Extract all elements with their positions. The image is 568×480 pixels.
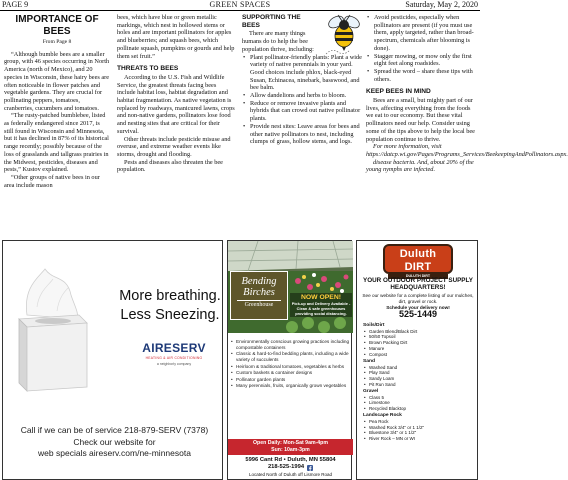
more-info-link[interactable]: For more information, visit https://datcp.wi.gov/Pages/Programs_Services/BeekeepingAndPollinators.aspx. xyxy=(366,143,568,158)
list-item: • Pollinator garden plants xyxy=(231,377,351,383)
list-item: • Heirloom & traditional tomatoes, vegetables & herbs xyxy=(231,364,351,370)
list-item: • Manure xyxy=(363,346,477,352)
paragraph: “The rusty-patched bumblebee, listed as federally endangered since 2017, is still found in Wisconsin and Minnesota, but it has declined in 87% of its historical range recently; possibly because of the loss of grasslands and tallgrass prairies in the Midwest, pesticides, diseases and pests,” Kustov explained. xyxy=(4,112,109,174)
phone-number: 525-1449 xyxy=(398,309,438,319)
schedule-note: Schedule your delivery now! xyxy=(386,304,450,310)
ad-headline: YOUR OUTDOOR PROJECT SUPPLY HEADQUARTERS! xyxy=(363,277,473,292)
article-headline: IMPORTANCE OF BEES xyxy=(15,14,99,37)
category-heading: Landscape Rock xyxy=(363,413,402,419)
product-list xyxy=(363,323,477,442)
article-column-4 xyxy=(366,14,568,174)
category-heading: Sand xyxy=(363,358,375,364)
ad-row xyxy=(0,240,480,480)
duluth-dirt-logo: Duluth DIRT DULUTH DIRT xyxy=(383,244,453,274)
list-item: • Pea Rock xyxy=(363,419,477,425)
ad-contact: Call if we can be of service 218-879-SERV (7378) Check our website for web specials aireserv.com/ne-minnesota xyxy=(5,425,224,460)
continued-from: From Page 8 xyxy=(42,39,72,45)
address-block: 5996 Cant Rd • Duluth, MN 55804 218-525-1994 xyxy=(245,457,336,470)
page-number: PAGE 9 xyxy=(2,0,29,9)
features-list xyxy=(231,339,351,389)
ad-subtext: See our website for a complete listing of our mulches, dirt, gravel or rock. Schedule your delivery now! xyxy=(359,293,477,310)
bending-birches-ad[interactable] xyxy=(227,240,352,480)
phone-line: Call if we can be of service 218-879-SERV (7378) xyxy=(20,425,209,435)
subheading-threats: THREATS TO BEES xyxy=(117,65,179,73)
list-item: • 50/50 Topsoil xyxy=(363,334,477,340)
list-item: • Allow dandelions and herbs to bloom. xyxy=(242,92,362,100)
list-item: • Class 5 xyxy=(363,395,477,401)
list-item: • Many perennials, fruits, organically grown vegetables xyxy=(231,383,351,389)
list-item: • Brown Packing Dirt xyxy=(363,340,477,346)
list-item: • Plant pollinator-friendly plants: Plant a wide variety of native perennials in your yard. Good choices include phlox, black-eyed Susan, Echinacea, ninebark, basswood, and bee balm. xyxy=(242,54,362,93)
list-item: • Compost xyxy=(363,352,477,358)
paragraph: disease bacteria. And, about 20% of the young nymphs are infected. xyxy=(366,158,474,174)
list-item: • Limestone xyxy=(363,400,477,406)
category-heading: Gravel xyxy=(363,388,379,394)
list-item: • Stagger mowing, or mow only the first eight feet along roadsides. xyxy=(366,53,478,68)
paragraph: Bees are a small, but mighty part of our lives, affecting everything from the foods we eat to our economy. But these vital pollinators need our help. Consider using some of the tips above to help the local bee population continue to thrive. xyxy=(366,97,475,143)
paragraph: Pests and diseases also threaten the bee population. xyxy=(117,158,223,174)
duluth-dirt-ad[interactable] xyxy=(356,240,478,480)
list-item: • Spread the word – share these tips with others. xyxy=(366,68,478,83)
tissue-box-image xyxy=(13,267,91,395)
facebook-icon[interactable] xyxy=(307,465,313,471)
list-item: • Sandy Loam xyxy=(363,376,477,382)
list-item: • Reduce or remove invasive plants and hybrids that can crowd out native pollinator plants. xyxy=(242,100,362,123)
now-open-banner: NOW OPEN! Pick-up and Delivery Available - Clean & safe greenhouses providing social distancing. xyxy=(291,294,351,316)
paragraph: Other threats include pesticide misuse and overuse, and extreme weather events like storms, drought and flooding. xyxy=(117,135,231,158)
aireserv-ad[interactable] xyxy=(2,240,223,480)
bending-birches-logo: Bending Birches Greenhouse xyxy=(230,271,288,320)
supporting-list xyxy=(242,54,362,146)
section-title: GREEN SPACES xyxy=(209,0,271,9)
subheading-mind: KEEP BEES IN MIND xyxy=(366,88,431,96)
website-link[interactable]: web specials aireserv.com/ne-minnesota xyxy=(38,448,191,458)
hours-banner: Open Daily: Mon-Sat 9am-4pm Sun: 10am-3pm xyxy=(228,439,353,455)
aireserv-logo: AIRESERV HEATING & AIR CONDITIONING a neighborly company xyxy=(142,341,206,366)
paragraph: According to the U.S. Fish and Wildlife Service, the greatest threats facing bees include habitat loss, habitat degradation and habitat fragmentation. As native vegetation is replaced by roadways, manicured lawns, crops and non-native gardens, pollinators lose food and nesting sites that are critical for their survival. xyxy=(117,73,235,135)
list-item: • Bluestone 3/4" or 1 1/2" xyxy=(363,430,477,436)
header-rule xyxy=(0,10,480,11)
bee-illustration xyxy=(322,14,366,60)
category-heading: Soils/Dirt xyxy=(363,323,385,328)
article-column-1 xyxy=(4,14,110,189)
subheading-supporting: SUPPORTING THE BEES xyxy=(242,14,301,29)
location-note: Located North of Duluth off Lismore Road xyxy=(249,472,332,477)
list-item: • Play Sand xyxy=(363,370,477,376)
list-item: • Washed Rock 3/4" or 1 1/2" xyxy=(363,425,477,431)
list-item: • Environmentally conscious growing practices including compostable containers xyxy=(231,339,351,351)
paragraph: “Although bumble bees are a smaller group, with 46 species occurring in North America (north of Mexico), and 20 species in Wisconsin, these hairy bees are often noticeable in flower patches and vegetable gardens. They are crucial for pollinating peppers, tomatoes, cranberries, cucumbers and tomatoes. xyxy=(4,50,110,112)
list-item: • Provide nest sites: Leave areas for bees and other native pollinators to nest, including clumps of grass, hollow stems, and logs. xyxy=(242,123,362,146)
tips-list xyxy=(366,14,478,83)
list-item: • Garden Blend/Black Dirt xyxy=(363,329,477,335)
list-item: • Classic & hard-to-find bedding plants, including a wide variety of succulents xyxy=(231,351,351,363)
bee-icon xyxy=(326,14,361,54)
page-header xyxy=(0,0,480,10)
list-item: • Avoid pesticides, especially when pollinators are present (if you must use them, apply targeted, rather than broad-spectrum, chemicals after blooming is done). xyxy=(366,14,478,53)
article-column-2 xyxy=(117,14,235,174)
issue-date: Saturday, May 2, 2020 xyxy=(405,0,478,9)
phone-number: 218-525-1994 xyxy=(267,464,305,470)
ad-headline: More breathing. Less Sneezing. xyxy=(119,288,221,323)
list-item: • Custom baskets & container designs xyxy=(231,370,351,376)
paragraph: bees, which have blue or green metallic markings, which nest in hollowed stems or holes and are important pollinators for apples and blueberries; and squash bees, which pollinate squash, pumpkins or gourds and help them set fruit.” xyxy=(117,14,235,60)
list-item: • River Rock – MN or WI xyxy=(363,436,477,442)
list-item: • Recycled Blacktop xyxy=(363,406,477,412)
paragraph: “Other groups of native bees in our area include mason xyxy=(4,173,100,189)
paragraph: There are many things humans do to help the bee population thrive, including: xyxy=(242,30,314,53)
list-item: • Washed Sand xyxy=(363,365,477,371)
list-item: • Pit Run Sand xyxy=(363,382,477,388)
